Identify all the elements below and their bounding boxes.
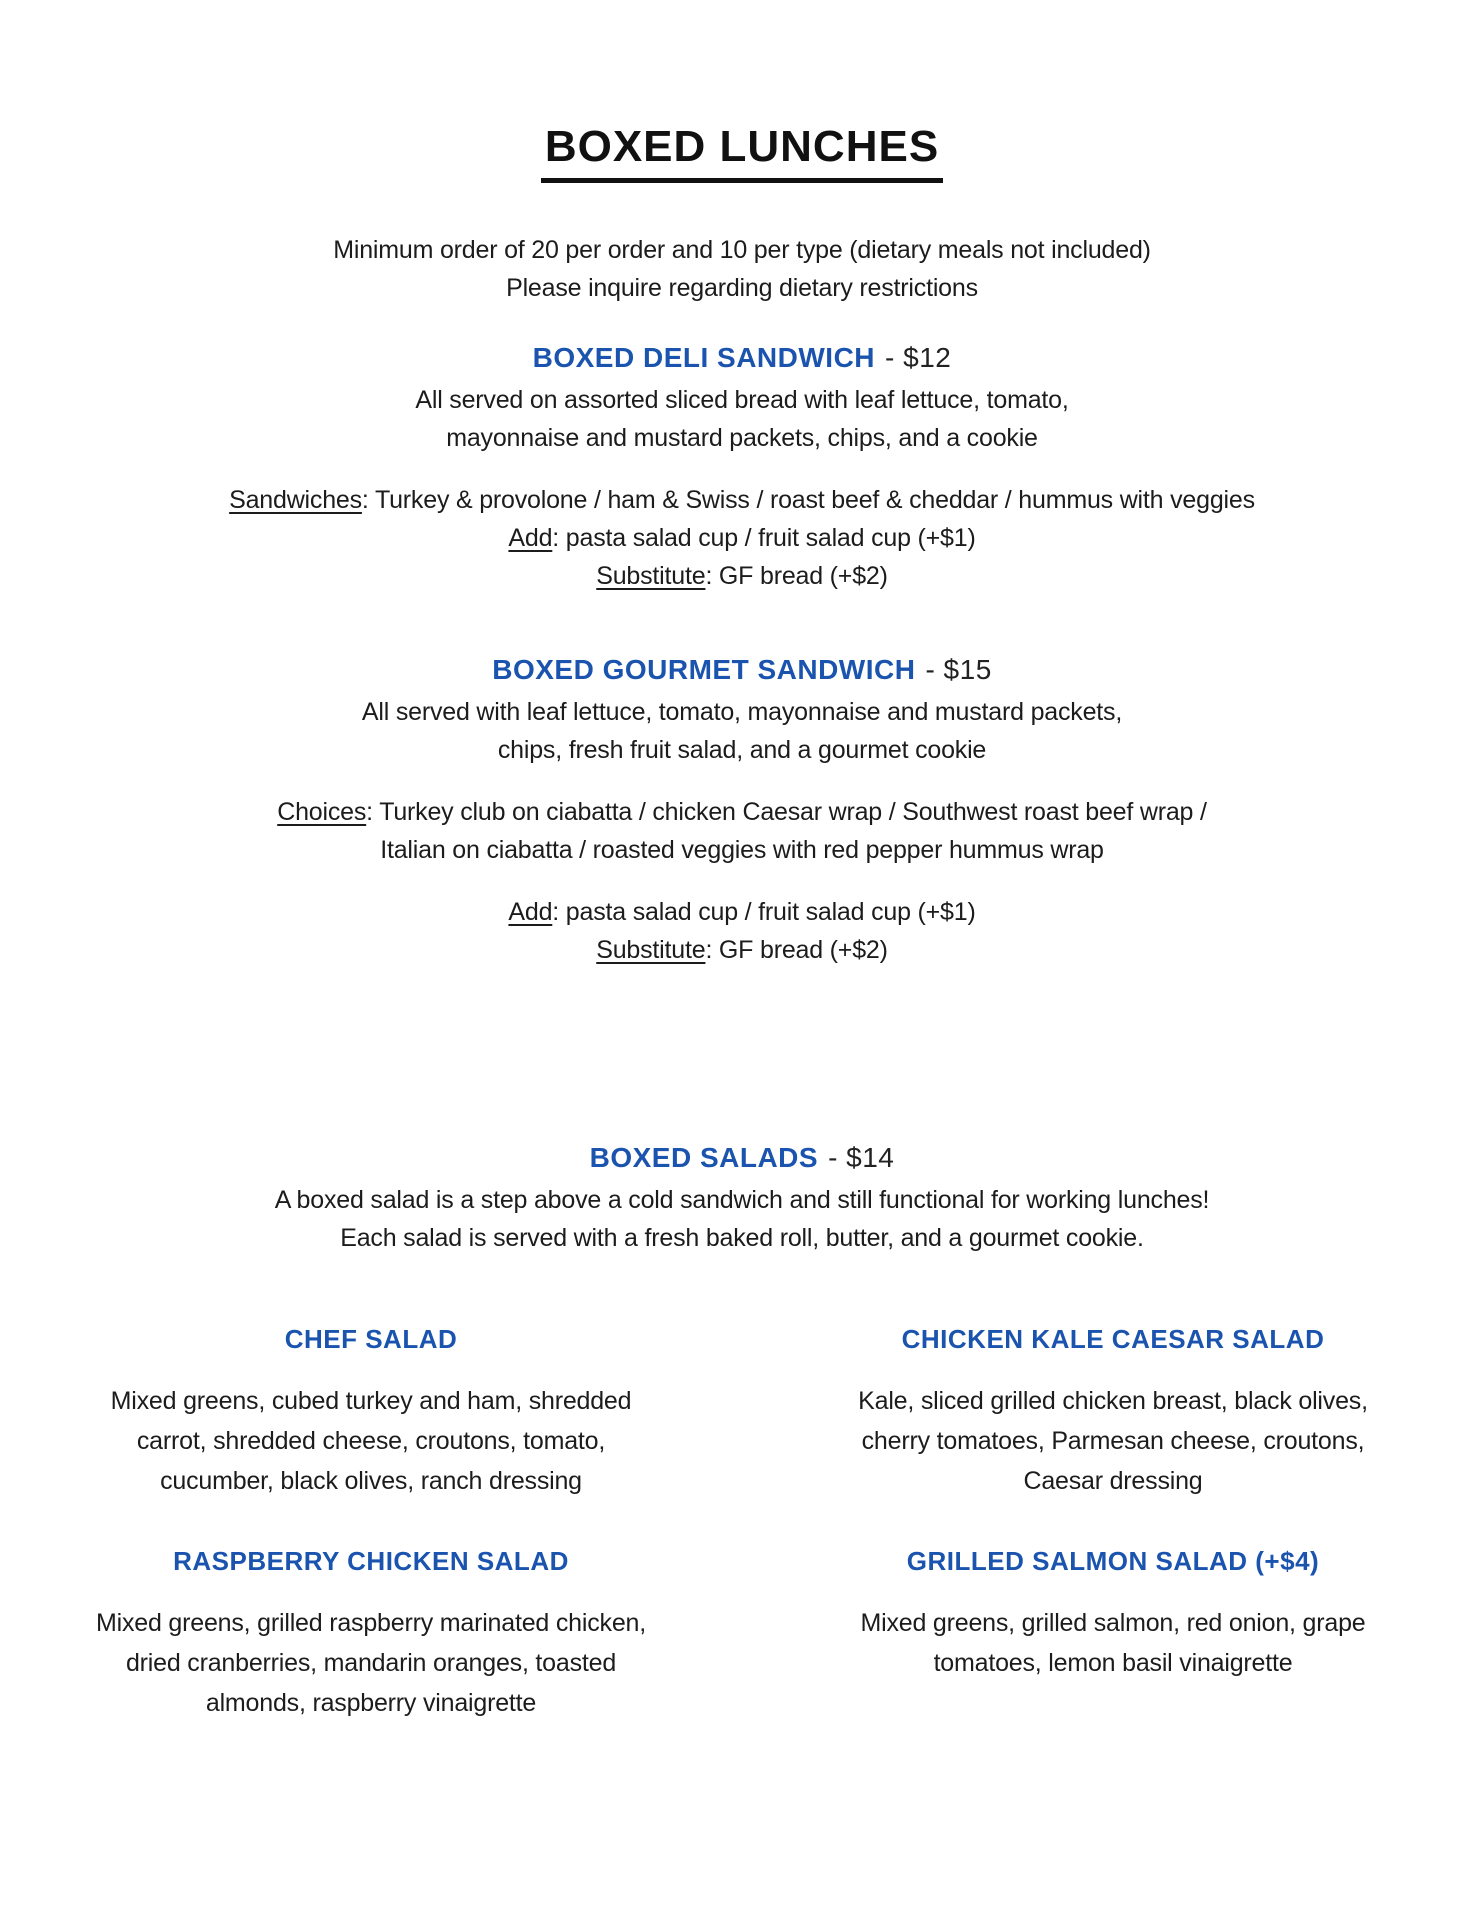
deli-sandwiches-text: : Turkey & provolone / ham & Swiss / roast beef & cheddar / hummus with veggies [361,485,1255,514]
salad-desc: Mixed greens, grilled raspberry marinated chicken, dried cranberries, mandarin oranges, toasted almonds, raspberry vinaigrette [96,1608,646,1717]
salad-card-raspberry-chicken [0,1545,742,1723]
salads-price: - $14 [828,1141,895,1173]
deli-substitute-line [0,557,1484,595]
deli-heading-text: BOXED DELI SANDWICH [532,341,876,373]
deli-add-line [0,519,1484,557]
salads-description [0,1181,1484,1257]
salad-name: RASPBERRY CHICKEN SALAD [173,1545,569,1576]
gourmet-substitute-line [0,931,1484,969]
deli-substitute-label: Substitute [596,561,706,590]
deli-sandwiches-line [0,481,1484,519]
salad-card-grilled-salmon [742,1545,1484,1723]
gourmet-desc-line-1: All served with leaf lettuce, tomato, mayonnaise and mustard packets, [361,697,1123,726]
gourmet-choices-text: : Turkey club on ciabatta / chicken Caesar wrap / Southwest roast beef wrap / [366,797,1207,826]
deli-description [0,381,1484,457]
gourmet-choices [0,793,1484,869]
section-gourmet-sandwich [0,653,1484,969]
gourmet-options [0,893,1484,969]
deli-substitute-text: : GF bread (+$2) [705,561,888,590]
salad-desc: Mixed greens, cubed turkey and ham, shredded carrot, shredded cheese, croutons, tomato, cucumber, black olives, ranch dressing [110,1386,632,1495]
salads-section-heading [0,1141,1484,1175]
section-boxed-salads [0,1141,1484,1723]
salads-desc-line-2: Each salad is served with a fresh baked roll, butter, and a gourmet cookie. [340,1223,1144,1252]
subtitle-line-2: Please inquire regarding dietary restrictions [506,273,978,302]
section-deli-sandwich [0,341,1484,595]
salad-card-chicken-kale-caesar [742,1323,1484,1501]
deli-options [0,481,1484,595]
gourmet-heading-text: BOXED GOURMET SANDWICH [492,653,916,685]
subtitle-line-1: Minimum order of 20 per order and 10 per type (dietary meals not included) [333,235,1151,264]
salad-desc: Kale, sliced grilled chicken breast, black olives, cherry tomatoes, Parmesan cheese, croutons, Caesar dressing [858,1386,1368,1495]
salads-heading-text: BOXED SALADS [589,1141,819,1173]
page-title: BOXED LUNCHES [541,125,943,183]
gourmet-add-line [0,893,1484,931]
gourmet-substitute-label: Substitute [596,935,706,964]
gourmet-choices-line-2: Italian on ciabatta / roasted veggies with red pepper hummus wrap [380,835,1104,864]
gourmet-choices-label: Choices [277,797,367,826]
gourmet-description [0,693,1484,769]
deli-price: - $12 [885,341,952,373]
gourmet-price: - $15 [925,653,992,685]
salad-name: CHEF SALAD [284,1323,458,1354]
deli-sandwiches-label: Sandwiches [229,485,362,514]
deli-section-heading [0,341,1484,375]
gourmet-add-label: Add [508,897,553,926]
gourmet-substitute-text: : GF bread (+$2) [705,935,888,964]
salads-desc-line-1: A boxed salad is a step above a cold sandwich and still functional for working lunches! [274,1185,1210,1214]
page-subtitle [0,231,1484,307]
gourmet-add-text: : pasta salad cup / fruit salad cup (+$1) [552,897,976,926]
gourmet-desc-line-2: chips, fresh fruit salad, and a gourmet cookie [497,735,987,764]
deli-add-text: : pasta salad cup / fruit salad cup (+$1) [552,523,976,552]
salad-name: CHICKEN KALE CAESAR SALAD [901,1323,1325,1354]
salad-desc: Mixed greens, grilled salmon, red onion, grape tomatoes, lemon basil vinaigrette [860,1608,1366,1677]
deli-desc-line-2: mayonnaise and mustard packets, chips, and a cookie [446,423,1038,452]
gourmet-section-heading [0,653,1484,687]
deli-add-label: Add [508,523,553,552]
salad-name: GRILLED SALMON SALAD (+$4) [906,1545,1320,1576]
deli-desc-line-1: All served on assorted sliced bread with leaf lettuce, tomato, [415,385,1069,414]
salad-card-chef [0,1323,742,1501]
salad-grid [0,1323,1484,1723]
gourmet-choices-line-1 [0,793,1484,831]
